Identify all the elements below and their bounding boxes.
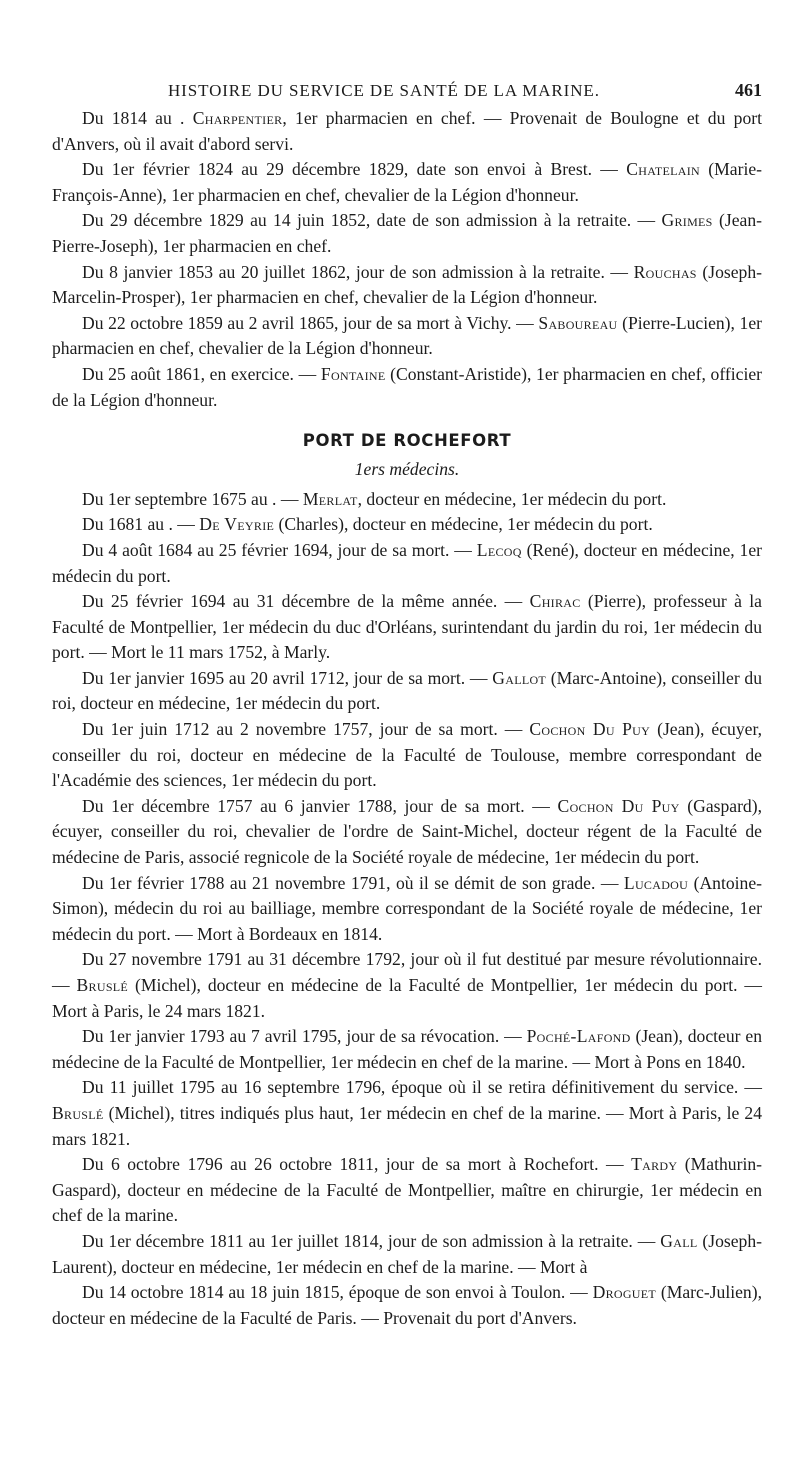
entry-paragraph — [52, 487, 762, 513]
entry-paragraph — [52, 947, 762, 1024]
entry-text: , docteur en médecine, 1er médecin du port. — [357, 488, 667, 509]
entry-paragraph — [52, 666, 762, 717]
entry-name: Cochon Du Puy — [557, 795, 680, 816]
entry-paragraph — [52, 871, 762, 948]
entry-name: Lecoq — [476, 539, 522, 560]
entry-name: Tardy — [631, 1154, 678, 1175]
entry-paragraph — [52, 106, 762, 157]
entry-name: Rouchas — [633, 261, 697, 282]
entry-name: Fontaine — [320, 363, 386, 384]
entry-paragraph — [52, 794, 762, 871]
entry-text: (Joseph-Marcelin-Prosper), 1er pharmacien en chef, chevalier de la Légion d'honneur. — [52, 261, 762, 308]
entry-paragraph — [52, 311, 762, 362]
entry-name: Charpentier — [192, 108, 283, 128]
entry-text: (Marie-François-Anne), 1er pharmacien en chef, chevalier de la Légion d'honneur. — [52, 159, 762, 205]
entry-text: (Mathurin-Gaspard), docteur en médecine de la Faculté de Montpellier, maître en chirurgie, 1er médecin en chef de la marine. — [52, 1154, 762, 1226]
entry-paragraph — [52, 362, 762, 413]
entry-date: Du 1814 au . — [82, 108, 193, 128]
entry-date: Du 1er février 1824 au 29 décembre 1829, date son envoi à Brest. — — [82, 159, 627, 180]
entry-date: Du 27 novembre 1791 au 31 décembre 1792, jour où il fut destitué par mesure révolutionnaire. — — [52, 949, 762, 995]
entry-name: Bruslé — [52, 1102, 104, 1123]
entry-paragraph — [52, 717, 762, 794]
entry-name: Poché-Lafond — [526, 1026, 631, 1047]
entry-name: Grimes — [661, 210, 713, 231]
entry-text: (Jean), docteur en médecine de la Faculté de Montpellier, 1er médecin en chef de la marine. — Mort à Pons en 1840. — [52, 1026, 762, 1072]
section-subheading: 1ers médecins. — [354, 459, 460, 480]
entry-text: (Charles), docteur en médecine, 1er médecin du port. — [274, 514, 653, 535]
entry-date: Du 1681 au . — — [82, 514, 200, 535]
entry-date: Du 25 février 1694 au 31 décembre de la même année. — — [82, 591, 530, 612]
running-head — [168, 72, 762, 106]
entry-paragraph — [52, 538, 762, 589]
entry-paragraph — [52, 1152, 762, 1229]
entry-text: (Jean-Pierre-Joseph), 1er pharmacien en chef. — [52, 210, 762, 256]
entry-text: (Gaspard), écuyer, conseiller du roi, chevalier de l'ordre de Saint-Michel, docteur régent de la Faculté de médecine de Paris, associé regnicole de la Société royale de médecine, 1er médecin du port. — [52, 795, 762, 868]
entry-text: (Michel), titres indiqués plus haut, 1er médecin en chef de la marine. — Mort à Paris, le 24 mars 1821. — [52, 1102, 762, 1149]
entry-paragraph — [52, 157, 762, 208]
entry-date: Du 11 juillet 1795 au 16 septembre 1796, époque où il se retira définitivement du service. — — [82, 1077, 762, 1098]
entry-name: Lucadou — [623, 872, 689, 893]
entry-name: De Veyrie — [199, 514, 275, 535]
entry-date: Du 1er septembre 1675 au . — — [82, 488, 303, 509]
running-head-title: HISTOIRE DU SERVICE DE SANTÉ DE LA MARINE. — [168, 81, 600, 100]
entry-date: Du 14 octobre 1814 au 18 juin 1815, époque de son envoi à Toulon. — — [82, 1282, 593, 1303]
entry-date: Du 22 octobre 1859 au 2 avril 1865, jour de sa mort à Vichy. — — [82, 312, 539, 333]
entry-date: Du 29 décembre 1829 au 14 juin 1852, date de son admission à la retraite. — — [82, 210, 662, 231]
section-heading: PORT DE ROCHEFORT — [302, 431, 512, 451]
entry-text: , 1er pharmacien en chef. — Provenait de Boulogne et du port d'Anvers, où il avait d'abord servi. — [52, 108, 762, 154]
entry-name: Cochon Du Puy — [529, 719, 651, 740]
entry-date: Du 6 octobre 1796 au 26 octobre 1811, jour de sa mort à Rochefort. — — [82, 1154, 632, 1175]
entry-date: Du 1er décembre 1811 au 1er juillet 1814, jour de son admission à la retraite. — — [82, 1230, 661, 1251]
entry-paragraph — [52, 208, 762, 259]
entry-date: Du 25 août 1861, en exercice. — — [82, 363, 321, 384]
entry-name: Gall — [660, 1230, 698, 1251]
entry-paragraph — [52, 589, 762, 666]
pharmacists-list — [52, 106, 762, 413]
entry-date: Du 1er décembre 1757 au 6 janvier 1788, jour de sa mort. — — [82, 795, 558, 816]
entry-paragraph — [52, 1024, 762, 1075]
entry-date: Du 8 janvier 1853 au 20 juillet 1862, jour de son admission à la retraite. — — [82, 261, 634, 282]
entry-text: (Michel), docteur en médecine de la Faculté de Montpellier, 1er médecin du port. — Mort à Paris, le 24 mars 1821. — [52, 975, 762, 1021]
entry-text: (Marc-Julien), docteur en médecine de la Faculté de Paris. — Provenait du port d'Anvers. — [52, 1282, 762, 1328]
entry-date: Du 1er février 1788 au 21 novembre 1791, où il se démit de son grade. — — [82, 872, 624, 893]
entry-name: Gallot — [492, 667, 547, 688]
entry-text: (Pierre), professeur à la Faculté de Montpellier, 1er médecin du duc d'Orléans, surintendant du jardin du roi, 1er médecin du port. — Mort le 11 mars 1752, à Marly. — [52, 591, 762, 663]
entry-date: Du 1er janvier 1793 au 7 avril 1795, jour de sa révocation. — — [82, 1026, 527, 1047]
document-page — [52, 72, 762, 1331]
entry-name: Merlat — [302, 488, 358, 509]
entry-paragraph — [52, 260, 762, 311]
entry-date: Du 4 août 1684 au 25 février 1694, jour de sa mort. — — [82, 539, 477, 560]
entry-text: (Pierre-Lucien), 1er pharmacien en chef, chevalier de la Légion d'honneur. — [52, 312, 763, 359]
entry-name: Droguet — [592, 1282, 657, 1303]
entry-date: Du 1er janvier 1695 au 20 avril 1712, jour de sa mort. — — [82, 667, 493, 688]
entry-name: Saboureau — [538, 312, 618, 333]
entry-text: (René), docteur en médecine, 1er médecin du port. — [52, 539, 762, 586]
entry-text: (Joseph-Laurent), docteur en médecine, 1er médecin en chef de la marine. — Mort à — [52, 1230, 762, 1277]
entry-date: Du 1er juin 1712 au 2 novembre 1757, jour de sa mort. — — [82, 719, 530, 740]
entry-text: (Antoine-Simon), médecin du roi au bailliage, membre correspondant de la Société royale de médecine, 1er médecin du port. — Mort à Bordeaux en 1814. — [52, 872, 762, 944]
entry-text: (Jean), écuyer, conseiller du roi, docteur en médecine de la Faculté de Toulouse, membre correspondant de l'Académie des sciences, 1er médecin du port. — [52, 719, 763, 791]
entry-paragraph — [52, 1075, 762, 1152]
physicians-list — [52, 487, 762, 1332]
entry-text: (Constant-Aristide), 1er pharmacien en chef, officier de la Légion d'honneur. — [52, 363, 763, 410]
entry-name: Bruslé — [76, 975, 129, 995]
page-number: 461 — [735, 80, 762, 100]
entry-paragraph — [52, 1280, 762, 1331]
entry-paragraph — [52, 1229, 762, 1280]
entry-paragraph — [52, 512, 762, 538]
entry-text: (Marc-Antoine), conseiller du roi, docteur en médecine, 1er médecin du port. — [52, 667, 762, 714]
entry-name: Chirac — [529, 591, 581, 612]
entry-name: Chatelain — [626, 159, 700, 180]
